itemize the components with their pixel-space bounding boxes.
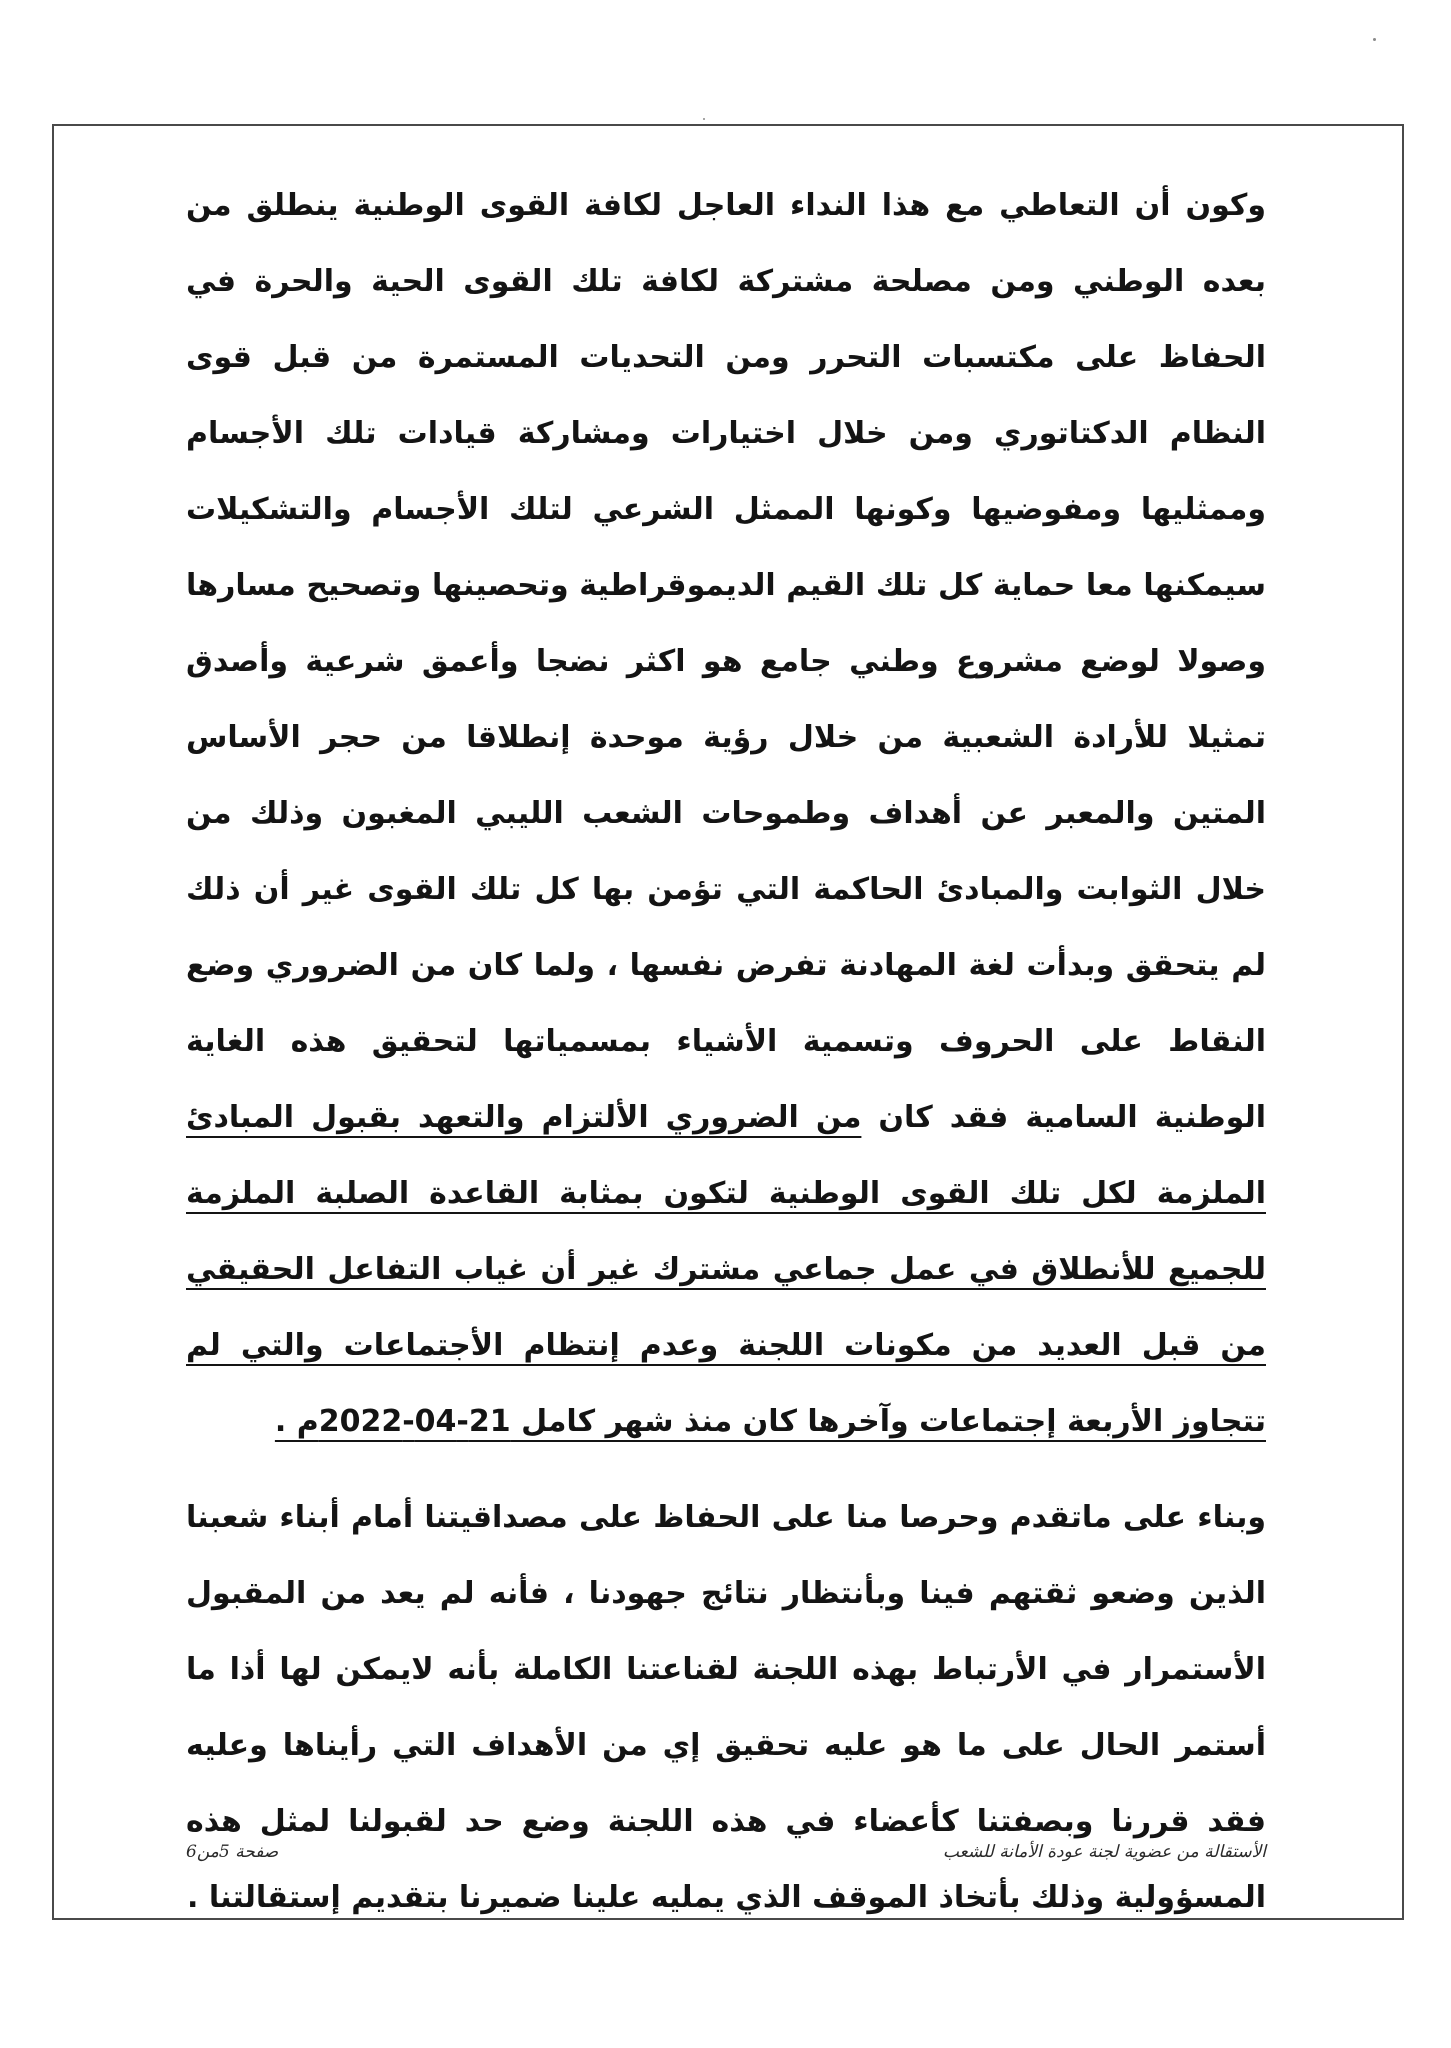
paragraph-1 (186, 168, 1266, 1460)
footer-page-number: صفحة 5من6 (186, 1842, 279, 1862)
paragraph-1-text: وكون أن التعاطي مع هذا النداء العاجل لكافة القوى الوطنية ينطلق من بعده الوطني ومن مصلحة مشتركة لكافة تلك القوى الحية والحرة في الحفاظ على مكتسبات التحرر ومن التحديات المستمرة من قبل قوى النظام الدكتاتوري ومن خلال اختيارات ومشاركة قيادات تلك الأجسام وممثليها ومفوضيها وكونها الممثل الشرعي لتلك الأجسام والتشكيلات سيمكنها معا حماية كل تلك القيم الديموقراطية وتحصينها وتصحيح مسارها وصولا لوضع مشروع وطني جامع هو اكثر نضجا وأعمق شرعية وأصدق تمثيلا للأرادة الشعبية من خلال رؤية موحدة إنطلاقا من حجر الأساس المتين والمعبر عن أهداف وطموحات الشعب الليبي المغبون وذلك من خلال الثوابت والمبادئ الحاكمة التي تؤمن بها كل تلك القوى غير أن ذلك لم يتحقق وبدأت لغة المهادنة تفرض نفسها ، ولما كان من الضروري وضع النقاط على الحروف وتسمية الأشياء بمسمياتها لتحقيق هذه الغاية الوطنية السامية فقد كان (186, 188, 1266, 1135)
paragraph-1-underlined-text: من الضروري الألتزام والتعهد بقبول المبادئ الملزمة لكل تلك القوى الوطنية لتكون بمثابة القاعدة الصلبة الملزمة للجميع للأنطلاق في عمل جماعي مشترك غير أن غياب التفاعل الحقيقي من قبل العديد من مكونات اللجنة وعدم إنتظام الأجتماعات والتي لم تتجاوز الأربعة إجتماعات وآخرها كان منذ شهر كامل 21-04-2022م . (186, 1100, 1266, 1439)
paragraph-2: وبناء على ماتقدم وحرصا منا على الحفاظ على مصداقيتنا أمام أبناء شعبنا الذين وضعو ثقتهم فينا وبأنتظار نتائج جهودنا ، فأنه لم يعد من المقبول الأستمرار في الأرتباط بهذه اللجنة لقناعتنا الكاملة بأنه لايمكن لها أذا ما أستمر الحال على ما هو عليه تحقيق إي من الأهداف التي رأيناها وعليه فقد قررنا وبصفتنا كأعضاء في هذه اللجنة وضع حد لقبولنا لمثل هذه المسؤولية وذلك بأتخاذ الموقف الذي يمليه علينا ضميرنا بتقديم إستقالتنا . (186, 1500, 1266, 1915)
document-body (186, 168, 1266, 1936)
scan-speck (703, 118, 705, 120)
footer-document-title: الأستقالة من عضوية لجنة عودة الأمانة للشعب (942, 1842, 1266, 1862)
scan-speck (1373, 38, 1376, 41)
page-footer (186, 1842, 1266, 1862)
